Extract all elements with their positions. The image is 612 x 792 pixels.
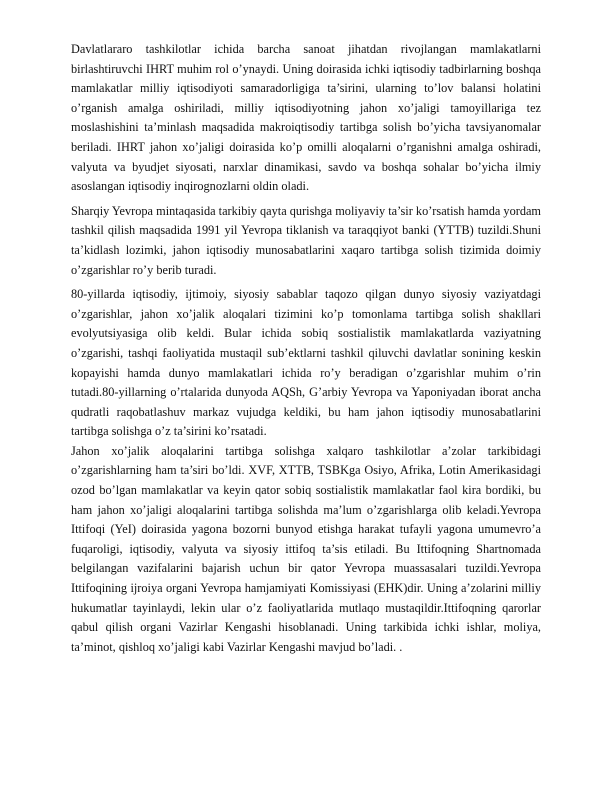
paragraph-yttb: Sharqiy Yevropa mintaqasida tarkibiy qayta qurishga moliyaviy ta’sir ko’rsatish hamda yordam tashkil qilish maqsadida 1991 yil Yevropa tiklanish va taraqqiyot banki (YTTB) tuzildi.Shuni ta’kidlash lozimki, jahon iqtisodiy munosabatlarini xaqaro tartibga solish tizimida doimiy o’zgarishlar ro’y berib turadi. [71,203,541,277]
document-page [71,40,541,662]
paragraph-ihrt: Davlatlararo tashkilotlar ichida barcha sanoat jihatdan rivojlangan mamlakatlarni birlashtiruvchi IHRT muhim rol o’ynaydi. Uning doirasida ichki iqtisodiy tadbirlarning boshqa mamlakatlar milliy iqtisodiyoti samaradorligiga ta’sirini, ularning to’lov balansi holatini o’rganish amalga oshiriladi, milliy iqtisodiyotning jahon xo’jaligi tamoyillariga tez moslashishini ta’minlash maqsadida makroiqtisodiy tartibga solish bo’yicha tavsiyanomalar beriladi. IHRT jahon xo’jaligi doirasida ko’p omilli aloqalarni o’rganishni amalga oshiradi, valyuta va byudjet siyosati, narxlar dinamikasi, savdo va boshqa sohalar bo’yicha ilmiy asoslangan iqtisodiy inqirognozlarni oldin oladi. [71,42,541,194]
paragraph-80s: 80-yillarda iqtisodiy, ijtimoiy, siyosiy sabablar taqozo qilgan dunyo siyosiy vaziyatdagi o’zgarishlar, jahon xo’jalik aloqalari tizimini ko’p tomonlama tartibga solish shakllari evolyutsiyasiga olib keldi. Bular ichida sobiq sostialistik mamlakatlarda vaziyatning o’zgarishi, tashqi faoliyatida mustaqil sub’ektlarni tashkil qiluvchi davlatlar sonining keskin kopayishi hamda dunyo mamlakatlari ichida ro’y beradigan o’zgarishlar muhim o’rin tutadi.80-yillarning o’rtalarida dunyoda AQSh, G’arbiy Yevropa va Yaponiyadan iborat ancha qudratli raqobatlashuv markaz vujudga keldiki, bu ham jahon iqtisodiy munosabatlarini tartibga solishga o’z ta’sirini ko’rsatadi. [71,287,541,439]
paragraph-eu: Jahon xo’jalik aloqalarini tartibga solishga xalqaro tashkilotlar a’zolar tarkibidagi o’zgarishlarning ham ta’siri bo’ldi. XVF, XTTB, TSBKga Osiyo, Afrika, Lotin Amerikasidagi ozod bo’lgan mamlakatlar va keyin qator sobiq sostialistik mamlakatlar faol kira bordiki, bu ham jahon xo’jaligi aloqalarini tartibga solishda ma’lum o’zgarishlarga olib keladi.Yevropa Ittifoqi (YeI) doirasida yagona bozorni bunyod etishga harakat tufayli yagona umumevro’a fuqaroligi, iqtisodiy, valyuta va siyosiy ittifoq ta’sis etiladi. Bu Ittifoqning Shartnomada belgilangan vazifalarini bajarish uchun bir qator Yevropa muassasalari tuzildi.Yevropa Ittifoqining ijroiya organi Yevropa hamjamiyati Komissiyasi (EHK)dir. Uning a’zolarini milliy hukumatlar tayinlaydi, lekin ular o’z faoliyatlarida mutlaqo mustaqildir.Ittifoqning qarorlar qabul qilish organi Vazirlar Kengashi hisoblanadi. Uning tarkibida ichki ishlar, moliya, ta’minot, qishloq xo’jaligi kabi Vazirlar Kengashi mavjud bo’ladi. . [71,443,541,654]
